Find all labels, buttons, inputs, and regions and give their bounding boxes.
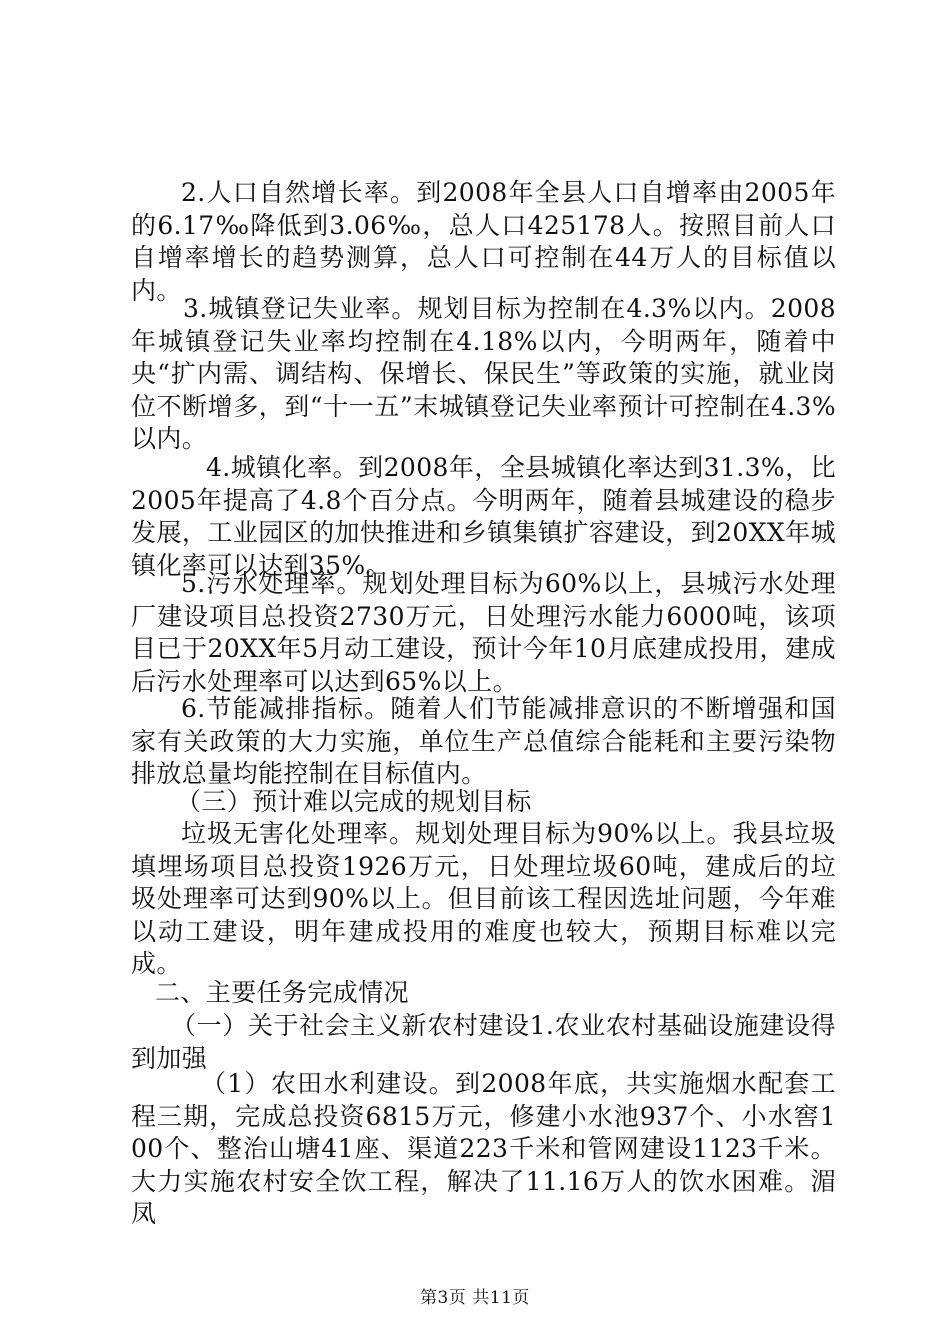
paragraph-population-growth: 2.人口自然增长率。到2008年全县人口自增率由2005年的6.17‰降低到3.06‰，总人口425178人。按照目前人口自增率增长的趋势测算，总人口可控制在44万人的目标值以内。 <box>131 178 836 305</box>
page-number-footer: 第3页 共11页 <box>420 1288 530 1308</box>
paragraph-garbage-treatment: 垃圾无害化处理率。规划处理目标为90%以上。我县垃圾填埋场项目总投资1926万元，日处理垃圾60吨，建成后的垃圾处理率可达到90%以上。但目前该工程因选址问题，今年难以动工建设，明年建成投用的难度也较大，预期目标难以完成。 <box>131 819 836 978</box>
paragraph-irrigation: （1）农田水利建设。到2008年底，共实施烟水配套工程三期，完成总投资6815万元，修建小水池937个、小水窖100个、整治山塘41座、渠道223千米和管网建设1123千米。大力实施农村安全饮工程，解决了11.16万人的饮水困难。湄凤 <box>131 1069 836 1228</box>
paragraph-unemployment-rate: 3.城镇登记失业率。规划目标为控制在4.3%以内。2008年城镇登记失业率均控制在4.18%以内，今明两年，随着中央“扩内需、调结构、保增长、保民生”等政策的实施，就业岗位不断增多，到“十一五”末城镇登记失业率预计可控制在4.3%以内。 <box>131 294 836 453</box>
paragraph-new-countryside: （一）关于社会主义新农村建设1.农业农村基础设施建设得到加强 <box>131 1011 836 1073</box>
paragraph-sewage-treatment: 5.污水处理率。规划处理目标为60%以上，县城污水处理厂建设项目总投资2730万元，日处理污水能力6000吨，该项目已于20XX年5月动工建设，预计今年10月底建成投用，建成后污水处理率可以达到65%以上。 <box>131 569 836 696</box>
section-heading-difficult-targets: （三）预计难以完成的规划目标 <box>176 787 532 816</box>
paragraph-urbanization-rate: 4.城镇化率。到2008年，全县城镇化率达到31.3%，比2005年提高了4.8个百分点。今明两年，随着县城建设的稳步发展，工业园区的加快推进和乡镇集镇扩容建设，到20XX年城镇化率可以达到35%。 <box>131 453 836 580</box>
paragraph-energy-saving: 6.节能减排指标。随着人们节能减排意识的不断增强和国家有关政策的大力实施，单位生产总值综合能耗和主要污染物排放总量均能控制在目标值内。 <box>131 694 836 788</box>
section-heading-main-tasks: 二、主要任务完成情况 <box>155 978 410 1007</box>
